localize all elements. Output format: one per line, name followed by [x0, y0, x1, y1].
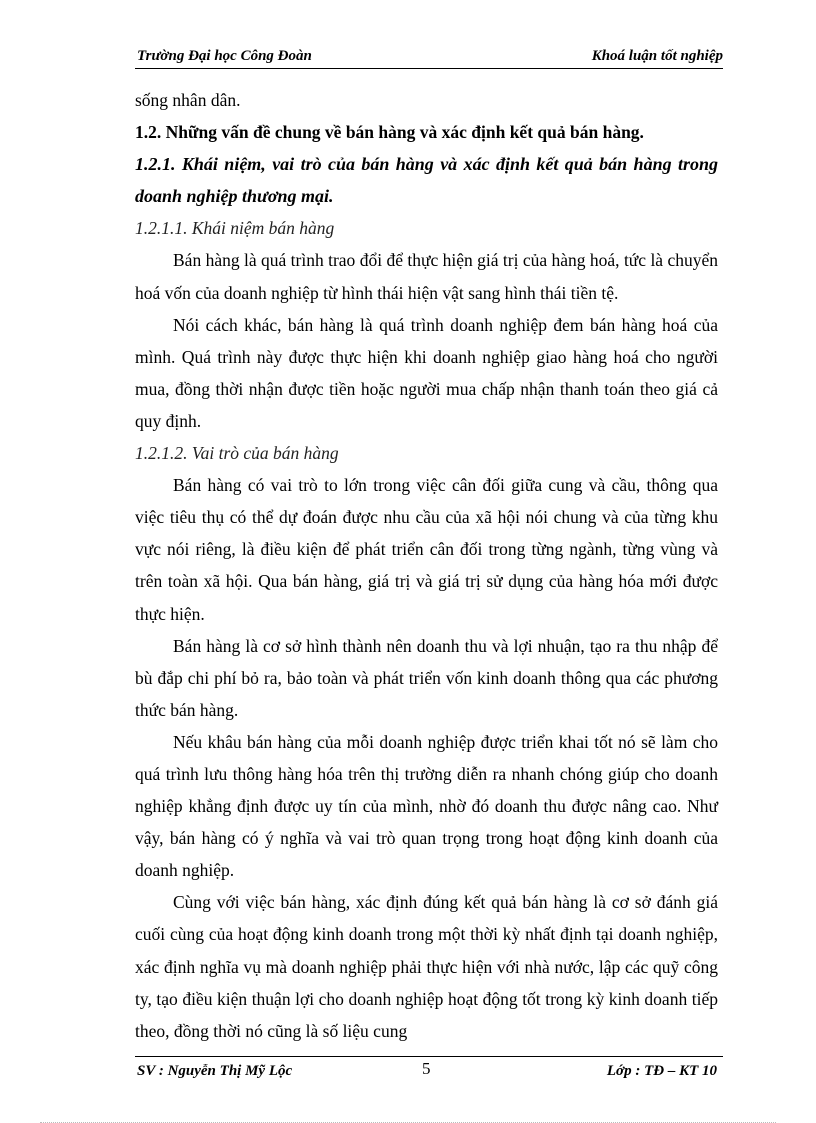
section-heading-1-2-1-1: 1.2.1.1. Khái niệm bán hàng — [135, 218, 335, 239]
page-header — [135, 44, 723, 69]
page-body — [135, 84, 718, 1047]
paragraph: Nói cách khác, bán hàng là quá trình doanh nghiệp đem bán hàng hoá của mình. Quá trình này được thực hiện khi doanh nghiệp giao hàng hoá cho người mua, đồng thời nhận được tiền hoặc người mua chấp nhận thanh toán theo giá cả quy định. — [135, 314, 718, 431]
header-doc-type: Khoá luận tốt nghiệp — [591, 48, 723, 64]
paragraph: Cùng với việc bán hàng, xác định đúng kết quả bán hàng là cơ sở đánh giá cuối cùng của hoạt động kinh doanh trong một thời kỳ nhất định tại doanh nghiệp, xác định nghĩa vụ mà doanh nghiệp phải thực hiện với nhà nước, lập các quỹ công ty, tạo điều kiện thuận lợi cho doanh nghiệp hoạt động tốt trong kỳ kinh doanh tiếp theo, đồng thời nó cũng là số liệu cung — [135, 892, 718, 1041]
page-footer — [135, 1056, 723, 1087]
paragraph: Bán hàng là quá trình trao đổi để thực hiện giá trị của hàng hoá, tức là chuyển hoá vốn của doanh nghiệp từ hình thái hiện vật sang hình thái tiền tệ. — [135, 250, 718, 303]
footer-student: SV : Nguyễn Thị Mỹ Lộc — [137, 1063, 293, 1079]
section-heading-1-2-1: 1.2.1. Khái niệm, vai trò của bán hàng và xác định kết quả bán hàng trong doanh nghiệp thương mại. — [135, 154, 718, 207]
paragraph: Bán hàng có vai trò to lớn trong việc cân đối giữa cung và cầu, thông qua việc tiêu thụ có thể dự đoán được nhu cầu của xã hội nói chung và của từng khu vực nói riêng, là điều kiện để phát triển cân đối trong từng ngành, từng vùng và trên toàn xã hội. Qua bán hàng, giá trị và giá trị sử dụng của hàng hóa mới được thực hiện. — [135, 475, 718, 624]
section-heading-1-2-1-2: 1.2.1.2. Vai trò của bán hàng — [135, 443, 339, 464]
paragraph-continuation: sống nhân dân. — [135, 90, 241, 110]
page-number: 5 — [422, 1059, 431, 1078]
paragraph: Bán hàng là cơ sở hình thành nên doanh thu và lợi nhuận, tạo ra thu nhập để bù đắp chi phí bỏ ra, bảo toàn và phát triển vốn kinh doanh thông qua các phương thức bán hàng. — [135, 635, 718, 720]
paragraph: Nếu khâu bán hàng của mỗi doanh nghiệp được triển khai tốt nó sẽ làm cho quá trình lưu thông hàng hóa trên thị trường diễn ra nhanh chóng giúp cho doanh nghiệp khẳng định được uy tín của mình, nhờ đó doanh thu được nâng cao. Như vậy, bán hàng có ý nghĩa và vai trò quan trọng trong hoạt động kinh doanh của doanh nghiệp. — [135, 731, 718, 881]
section-heading-1-2: 1.2. Những vấn đề chung về bán hàng và xác định kết quả bán hàng. — [135, 122, 644, 143]
footer-class: Lớp : TĐ – KT 10 — [606, 1063, 717, 1079]
header-school: Trường Đại học Công Đoàn — [137, 48, 312, 64]
